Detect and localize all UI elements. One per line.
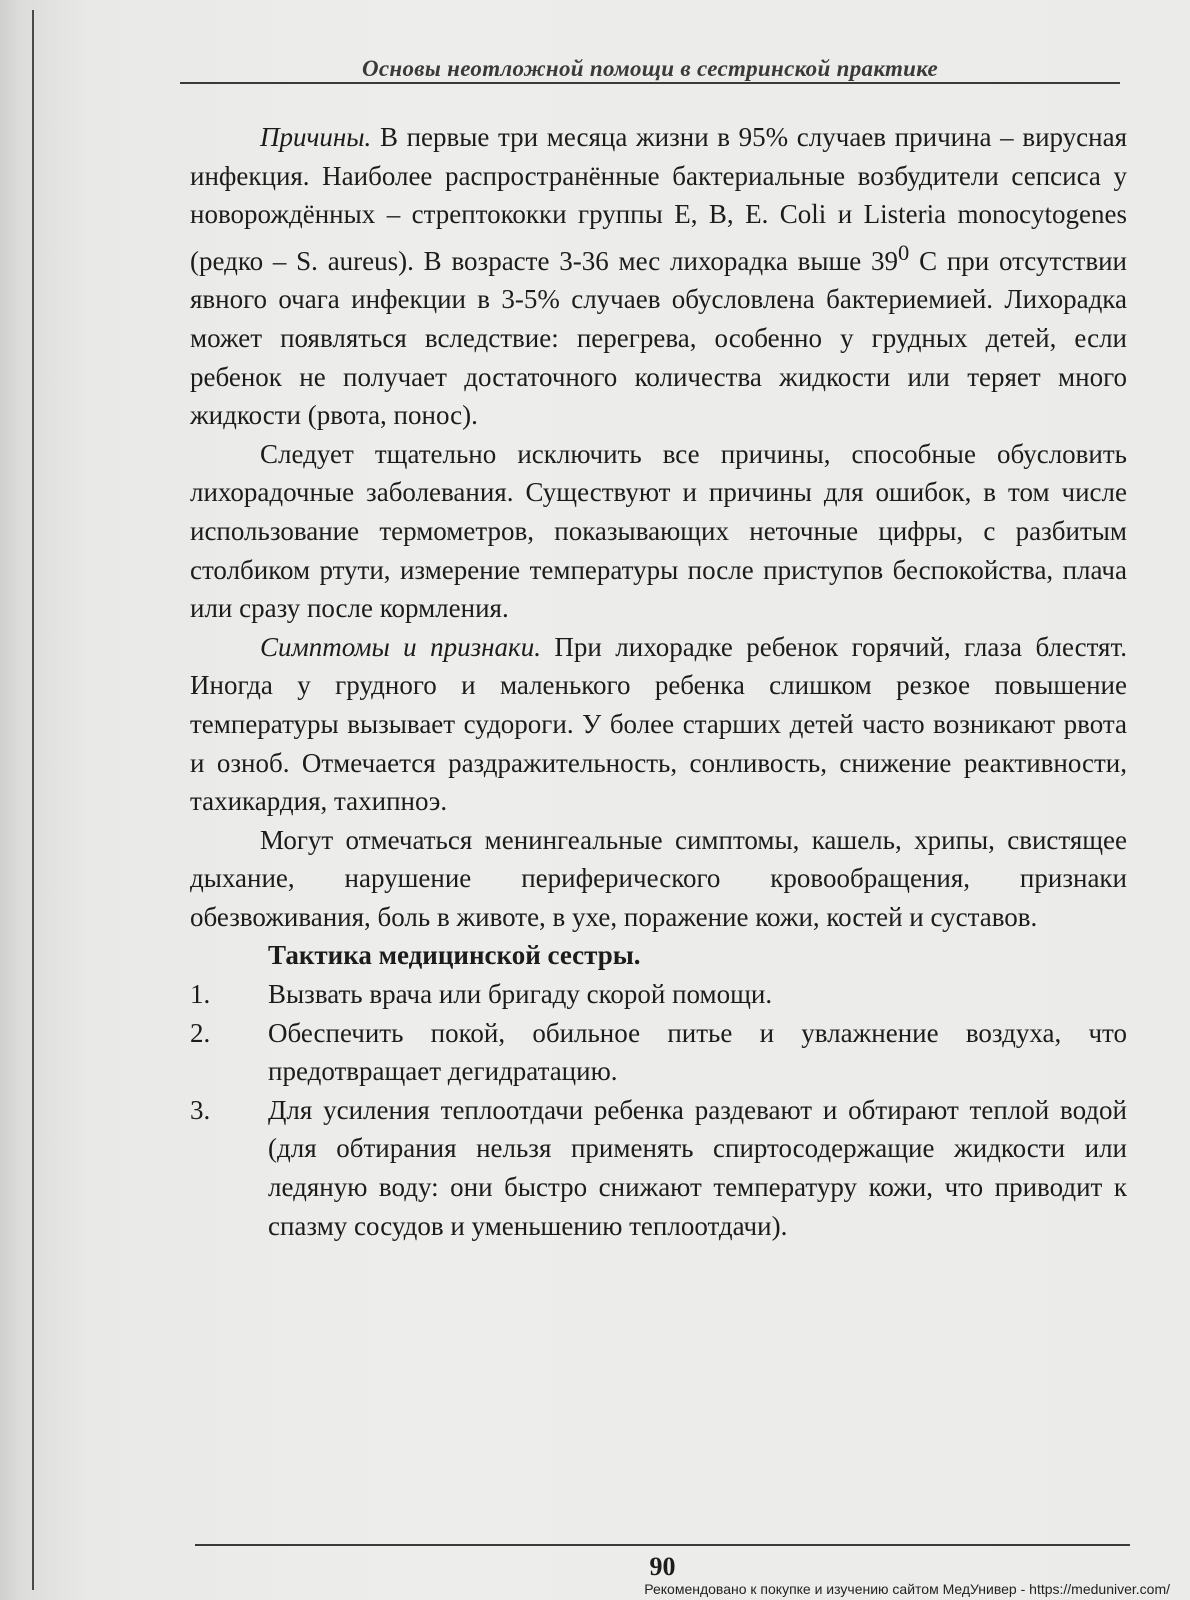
list-item-number: 1. [190, 979, 211, 1010]
footer-rule [195, 1544, 1130, 1546]
paragraph-text: В первые три месяца жизни в 95% случаев причина – вирусная инфекция. Наиболее распространённые бактериальные возбудители сепсиса у новорождённых – стрептококки группы Е, В, E. Coli и Listeria monocytogenes (редко – S. aureus). В возрасте 3-36 мес лихорадка выше 39 [190, 122, 1127, 276]
list-item-number: 2. [190, 1017, 211, 1048]
list-item-number: 3. [190, 1094, 211, 1125]
footer-watermark-text: Рекомендовано к покупке и изучению сайтом МедУнивер - https://meduniver.com/ [644, 1581, 1170, 1597]
list-item-text: Для усиления теплоотдачи ребенка раздевают и обтирают теплой водой (для обтирания нельзя применять спиртосодержащие жидкости или ледяную воду: они быстро снижают температуру кожи, что приводит к спазму сосудов и уменьшению теплоотдачи). [268, 1094, 1127, 1241]
paragraph-lead: Причины. [260, 122, 372, 152]
running-title: Основы неотложной помощи в сестринской практике [361, 56, 939, 81]
paragraph-causes [190, 118, 1127, 435]
page-number: 90 [649, 1552, 676, 1581]
paragraph-text: При лихорадке ребенок горячий, глаза блестят. Иногда у грудного и маленького ребенка слишком резкое повышение температуры вызывает судороги. У более старших детей часто возникают рвота и озноб. Отмечается раздражительность, сонливость, снижение реактивности, тахикардия, тахипноэ. [190, 631, 1127, 817]
list-item [190, 1014, 1127, 1091]
list-item [190, 1091, 1127, 1245]
list-item-text: Обеспечить покой, обильное питье и увлажнение воздуха, что предотвращает дегидратацию. [268, 1017, 1127, 1087]
paragraph-text: Следует тщательно исключить все причины, способные обусловить лихорадочные заболевания. Существуют и причины для ошибок, в том числе использование термометров, показывающих неточные цифры, с разбитым столбиком ртути, измерение температуры после приступов беспокойства, плача или сразу после кормления. [190, 438, 1127, 624]
list-item [190, 975, 1127, 1014]
list-item-text: Вызвать врача или бригаду скорой помощи. [268, 979, 773, 1010]
paragraph-text: Могут отмечаться менингеальные симптомы, кашель, хрипы, свистящее дыхание, нарушение периферического кровообращения, признаки обезвоживания, боль в животе, в ухе, поражение кожи, костей и суставов. [190, 824, 1127, 932]
paragraph-symptoms [190, 628, 1127, 821]
paragraph-lead: Симптомы и признаки. [260, 631, 541, 662]
superscript-degree: 0 [898, 239, 910, 265]
header-rule [180, 82, 1120, 84]
paragraph-text-continued: С при отсутствии явного очага инфекции в 3-5% случаев обусловлена бактериемией. Лихорадка может появляться вследствие: перегрева, особенно у грудных детей, если ребенок не получает достаточного количества жидкости или теряет много жидкости (рвота, понос). [190, 245, 1127, 431]
page-body [190, 118, 1127, 1245]
paragraph-exclusion [190, 435, 1127, 628]
paragraph-other-symptoms [190, 821, 1127, 937]
section-heading: Тактика медицинской сестры. [268, 940, 641, 971]
page-spine-line [32, 10, 34, 1590]
